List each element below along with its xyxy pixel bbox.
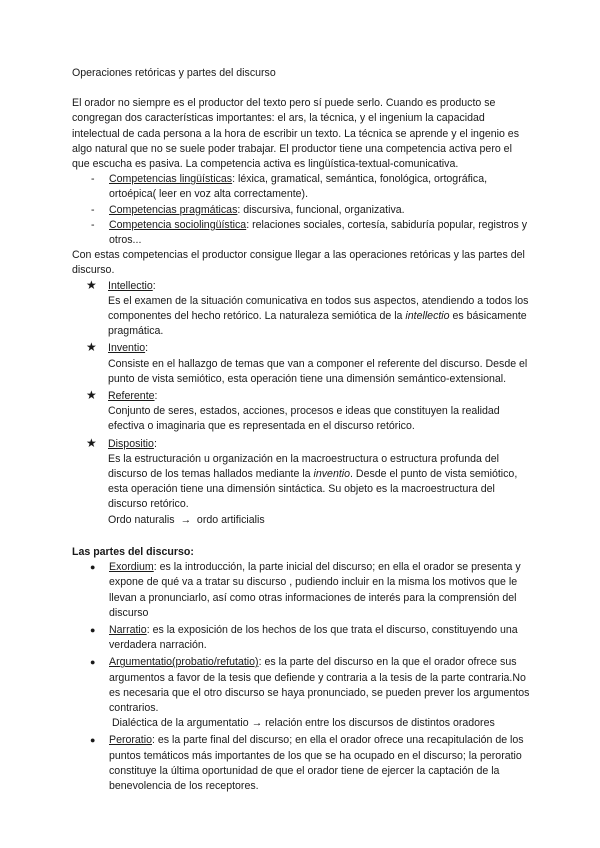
competencia-text: : discursiva, funcional, organizativa.	[237, 203, 405, 216]
bullet-icon: ●	[90, 657, 96, 668]
competencia-text: : relaciones sociales, cortesía, sabiduría popular, registros y otros...	[109, 218, 528, 247]
operacion-italic: intellectio	[405, 310, 450, 323]
star-icon: ★	[86, 388, 97, 403]
star-icon: ★	[86, 435, 97, 450]
parte-peroratio	[72, 733, 532, 794]
operaciones-list	[72, 279, 532, 528]
parte-text: : es la parte del discurso en la que el orador ofrece sus argumentos a favor de la tesis que defiende y contraria a la tesis de la parte contraria.No es necesaria que el otro discurso se haya pronunciado, se pueden prever los argumentos contrarios.	[109, 656, 530, 714]
star-icon: ★	[86, 340, 97, 355]
competencia-term: Competencia sociolingüística	[109, 218, 247, 231]
parte-argumentatio	[72, 655, 532, 731]
partes-heading: Las partes del discurso:	[72, 545, 194, 558]
operacion-term: Dispositio	[108, 437, 154, 450]
transition-paragraph: Con estas competencias el productor consigue llegar a las operaciones retóricas y las partes del discurso.	[72, 249, 525, 277]
arrow-icon: →	[251, 717, 263, 730]
operacion-text: es básicamente pragmática.	[108, 310, 527, 338]
partes-list	[72, 560, 532, 794]
operacion-text: Conjunto de seres, estados, acciones, procesos e ideas que constituyen la realidad efectiva o imaginaria que es representada en el discurso retórico.	[108, 405, 500, 433]
document-title: Operaciones retóricas y partes del discurso	[72, 67, 276, 79]
parte-text: : es la exposición de los hechos de los que trata el discurso, constituyendo una verdadera narración.	[109, 623, 518, 652]
parte-text: : es la introducción, la parte inicial del discurso; en ella el orador se presenta y expone de qué va a tratar su discurso , pudiendo incluir en la misma los motivos que le llevan a pronunciarlo, así como otras informaciones de interés para la comprensión del discurso	[109, 561, 521, 619]
bullet-icon: ●	[90, 735, 96, 746]
dash-marker: -	[91, 173, 95, 186]
operacion-referente: ★ Referente: Conjunto de seres, estados, acciones, procesos e ideas que constituyen la realidad efectiva o imaginaria que es representada en el discurso retórico.	[86, 388, 500, 433]
bullet-icon: ●	[90, 562, 96, 573]
ordo-right: ordo artificialis	[196, 513, 265, 526]
parte-term: Narratio	[109, 623, 147, 636]
operacion-text: . Desde el punto de vista semiótico, esta operación tiene una dimensión sintáctica. Su objeto es la macroestructura del discurso retórico.	[108, 468, 518, 511]
intro-paragraph: El orador no siempre es el productor del texto pero sí puede serlo. Cuando es producto se congregan dos características importantes: el ars, la técnica, y el ingenium la capacidad intelectual de cada persona a la hora de escribir un texto. La técnica se aprende y el ingenio es algo natural que no se suele poder trabajar. El productor tiene una competencia activa pero el que escucha es pasiva. La competencia activa es lingüística-textual-comunicativa.	[72, 97, 519, 171]
operacion-intellectio: ★ Intellectio: Es el examen de la situación comunicativa en todos sus aspectos, atendiendo a todos los componentes del hecho retórico. La naturaleza semiótica de la intellectio es básicamente pragmática.	[86, 277, 529, 338]
dash-marker: -	[91, 203, 95, 216]
operacion-dispositio: ★ Dispositio: Es la estructuración u organización en la macroestructura o estructura profunda del discurso de los temas hallados mediante la inventio. Desde el punto de vista semiótico, esta operación tiene una dimensión sintáctica. Su objeto es la macroestructura del discurso retórico. Ordo naturalis → ordo artificialis	[86, 435, 518, 526]
parte-term: Argumentatio(probatio/refutatio)	[109, 656, 259, 669]
competencias-list	[72, 172, 532, 248]
parte-narratio	[72, 623, 532, 653]
competencia-text: : léxica, gramatical, semántica, fonológica, ortográfica, ortoépica( leer en voz alta correctamente).	[109, 173, 488, 201]
arrow-icon: →	[180, 513, 192, 526]
star-icon: ★	[86, 277, 97, 292]
operacion-term: Inventio	[108, 342, 146, 355]
competencia-item-sociolinguistica	[72, 218, 532, 248]
operacion-text: Consiste en el hallazgo de temas que van a componer el referente del discurso. Desde el punto de vista semiótico, esta operación tiene una dimensión semántico-extensional.	[108, 357, 528, 385]
competencia-item-pragmaticas	[72, 203, 532, 218]
ordo-left: Ordo naturalis	[108, 513, 175, 526]
operacion-text: Es la estructuración u organización en la macroestructura o estructura profunda del discurso de los temas hallados mediante la	[108, 452, 500, 481]
operacion-term: Referente	[108, 390, 155, 403]
competencia-term: Competencias pragmáticas	[109, 203, 238, 216]
competencia-term: Competencias lingüísticas	[109, 173, 233, 186]
parte-term: Peroratio	[109, 734, 152, 747]
competencia-item-linguisticas	[72, 172, 532, 202]
dash-marker: -	[91, 218, 95, 231]
parte-term: Exordium	[109, 561, 154, 574]
document-body	[72, 66, 532, 796]
operacion-inventio: ★ Inventio: Consiste en el hallazgo de temas que van a componer el referente del discurso. Desde el punto de vista semiótico, esta operación tiene una dimensión semántico-extensional.	[86, 340, 528, 385]
dialectica-left: Dialéctica de la argumentatio	[112, 717, 249, 730]
parte-exordium	[72, 560, 532, 621]
bullet-icon: ●	[90, 624, 96, 635]
operacion-text: Es el examen de la situación comunicativa en todos sus aspectos, atendiendo a todos los componentes del hecho retórico. La naturaleza semiótica de la	[108, 294, 529, 323]
dialectica-right: relación entre los discursos de distintos oradores	[265, 717, 495, 730]
parte-text: : es la parte final del discurso; en ella el orador ofrece una recapitulación de los puntos temáticos más importantes de los que se ha ocupado en el discurso; la peroratio constituye la última oportunidad de que el orador tiene de ejercer la captación de la benevolencia de los receptores.	[109, 734, 524, 792]
operacion-term: Intellectio	[108, 279, 153, 292]
operacion-italic: inventio	[313, 468, 351, 481]
